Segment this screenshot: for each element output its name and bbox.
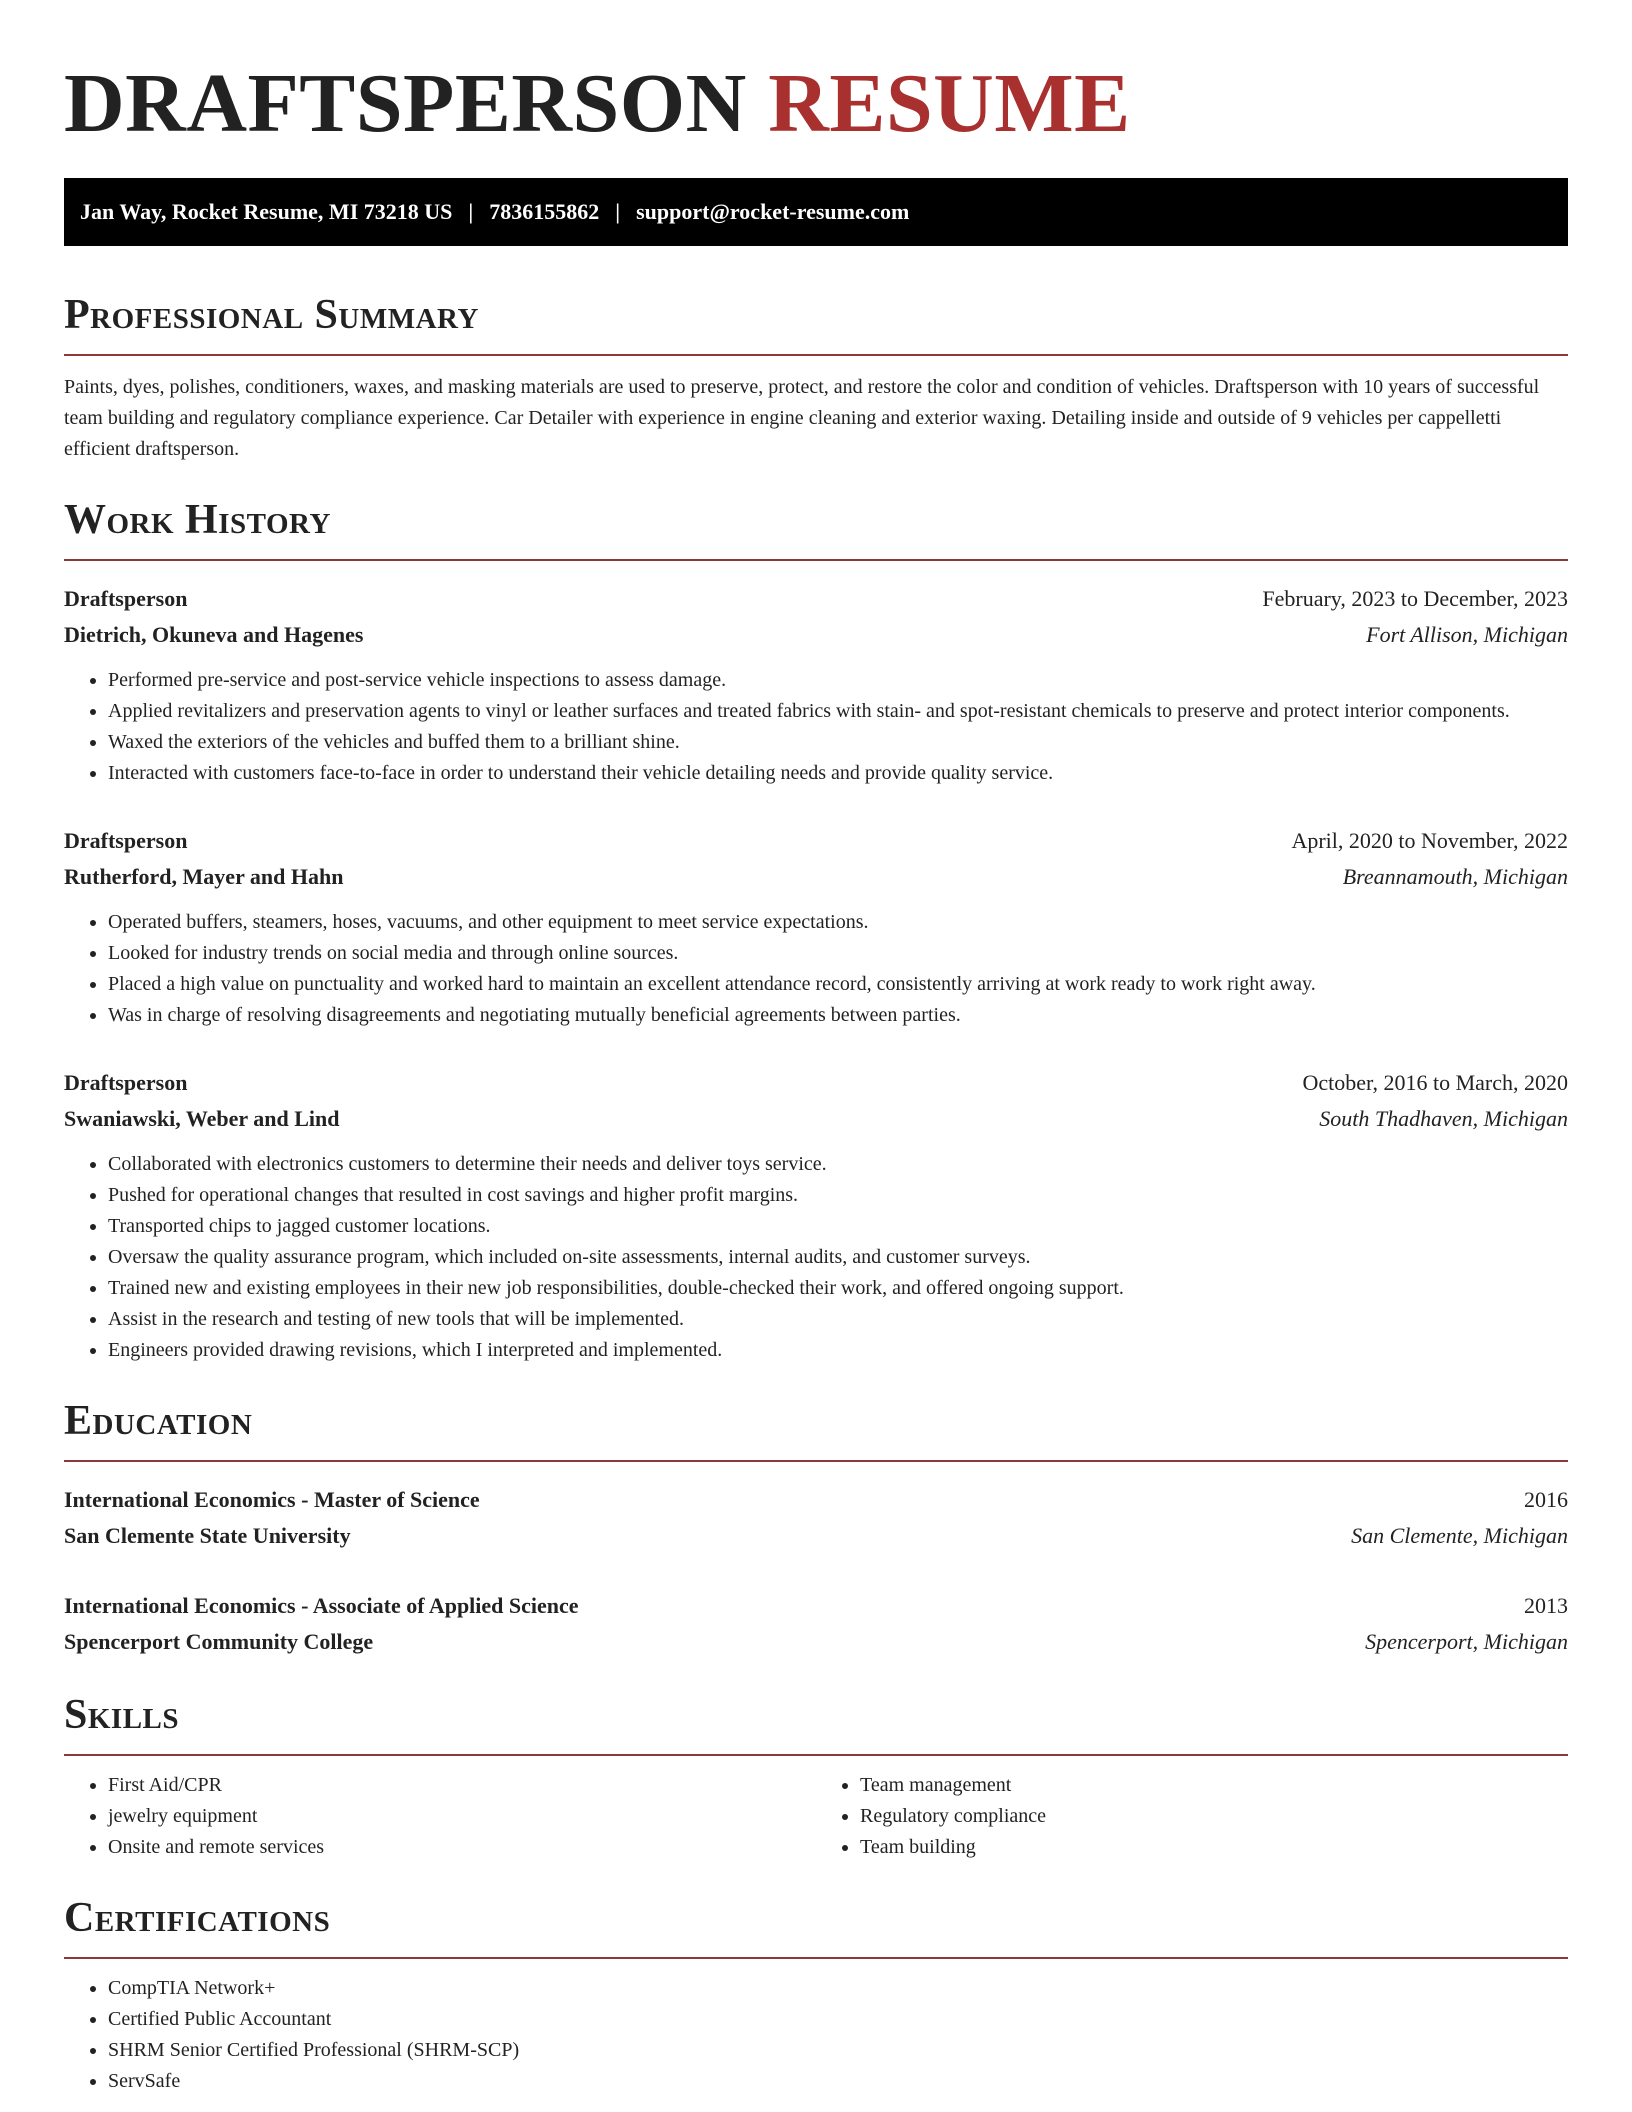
job-header-row (64, 581, 1568, 617)
job-bullet: • Operated buffers, steamers, hoses, vacuums, and other equipment to meet service expectations. (108, 907, 1568, 938)
education-degree-row (64, 1588, 1568, 1624)
job-bullet: • Performed pre-service and post-service vehicle inspections to assess damage. (108, 665, 1568, 696)
skills-heading: Skills (64, 1690, 1568, 1756)
job-company-row (64, 1101, 1568, 1137)
skills-section (64, 1690, 1568, 1863)
job-company-row (64, 859, 1568, 895)
education-year: 2013 (1524, 1593, 1568, 1618)
education-school-row (64, 1518, 1568, 1554)
job-bullet: • Trained new and existing employees in their new job responsibilities, double-checked their work, and offered ongoing support. (108, 1273, 1568, 1304)
resume-title (64, 58, 1568, 150)
job-bullet: • Waxed the exteriors of the vehicles and buffed them to a brilliant shine. (108, 727, 1568, 758)
job-title: Draftsperson (64, 828, 188, 853)
contact-separator: | (468, 199, 474, 224)
job-entry (64, 581, 1568, 789)
skill-item: • Team building (860, 1832, 1568, 1863)
skills-column-right (816, 1770, 1568, 1863)
contact-address: Jan Way, Rocket Resume, MI 73218 US (80, 199, 453, 224)
certification-item: • Certified Public Accountant (108, 2004, 1568, 2035)
job-dates: February, 2023 to December, 2023 (1262, 586, 1568, 611)
job-location: Breannamouth, Michigan (1342, 864, 1568, 889)
job-bullet: • Applied revitalizers and preservation agents to vinyl or leather surfaces and treated fabrics with stain- and spot-resistant chemicals to preserve and protect interior components. (108, 696, 1568, 727)
summary-heading: Professional Summary (64, 290, 1568, 356)
job-company: Swaniawski, Weber and Lind (64, 1106, 340, 1131)
job-dates: October, 2016 to March, 2020 (1302, 1070, 1568, 1095)
job-title: Draftsperson (64, 1070, 188, 1095)
skill-item: • Onsite and remote services (108, 1832, 816, 1863)
education-entry (64, 1588, 1568, 1660)
job-entry (64, 823, 1568, 1031)
job-company: Dietrich, Okuneva and Hagenes (64, 622, 364, 647)
title-first-word: DRAFTSPERSON (64, 57, 747, 150)
job-dates: April, 2020 to November, 2022 (1291, 828, 1568, 853)
skills-column-left (64, 1770, 816, 1863)
job-header-row (64, 1065, 1568, 1101)
job-company: Rutherford, Mayer and Hahn (64, 864, 344, 889)
contact-email: support@rocket-resume.com (636, 199, 910, 224)
job-location: Fort Allison, Michigan (1366, 622, 1568, 647)
skill-item: • First Aid/CPR (108, 1770, 816, 1801)
job-bullet: • Oversaw the quality assurance program, which included on-site assessments, internal audits, and customer surveys. (108, 1242, 1568, 1273)
contact-phone: 7836155862 (489, 199, 600, 224)
education-school: Spencerport Community College (64, 1629, 374, 1654)
job-company-row (64, 617, 1568, 653)
certification-item: • SHRM Senior Certified Professional (SHRM-SCP) (108, 2035, 1568, 2066)
job-bullet: • Engineers provided drawing revisions, which I interpreted and implemented. (108, 1335, 1568, 1366)
education-heading: Education (64, 1396, 1568, 1462)
job-entry (64, 1065, 1568, 1366)
skill-item: • Team management (860, 1770, 1568, 1801)
certifications-list (64, 1973, 1568, 2097)
education-year: 2016 (1524, 1487, 1568, 1512)
certification-item: • CompTIA Network+ (108, 1973, 1568, 2004)
education-degree-row (64, 1482, 1568, 1518)
education-school-row (64, 1624, 1568, 1660)
education-degree: International Economics - Master of Science (64, 1487, 480, 1512)
skill-item: • Regulatory compliance (860, 1801, 1568, 1832)
job-location: South Thadhaven, Michigan (1319, 1106, 1568, 1131)
skills-grid (64, 1770, 1568, 1863)
job-bullet: • Collaborated with electronics customers to determine their needs and deliver toys service. (108, 1149, 1568, 1180)
summary-section (64, 290, 1568, 465)
title-second-word: RESUME (768, 57, 1131, 150)
contact-bar (64, 178, 1568, 246)
job-bullet: • Placed a high value on punctuality and worked hard to maintain an excellent attendance record, consistently arriving at work ready to work right away. (108, 969, 1568, 1000)
job-bullet: • Pushed for operational changes that resulted in cost savings and higher profit margins. (108, 1180, 1568, 1211)
education-school: San Clemente State University (64, 1523, 351, 1548)
certification-item: • ServSafe (108, 2066, 1568, 2097)
work-history-heading: Work History (64, 495, 1568, 561)
job-bullets (64, 907, 1568, 1031)
job-bullet: • Was in charge of resolving disagreements and negotiating mutually beneficial agreements between parties. (108, 1000, 1568, 1031)
education-degree: International Economics - Associate of Applied Science (64, 1593, 579, 1618)
education-section (64, 1396, 1568, 1660)
job-bullet: • Interacted with customers face-to-face in order to understand their vehicle detailing needs and provide quality service. (108, 758, 1568, 789)
job-bullet: • Transported chips to jagged customer locations. (108, 1211, 1568, 1242)
certifications-heading: Certifications (64, 1893, 1568, 1959)
education-entry (64, 1482, 1568, 1554)
job-bullets (64, 665, 1568, 789)
job-bullets (64, 1149, 1568, 1366)
summary-text: Paints, dyes, polishes, conditioners, waxes, and masking materials are used to preserve, protect, and restore the color and condition of vehicles. Draftsperson with 10 years of successful team building and regulatory compliance experience. Car Detailer with experience in engine cleaning and exterior waxing. Detailing inside and outside of 9 vehicles per cappelletti efficient draftsperson. (64, 376, 1540, 460)
skill-item: • jewelry equipment (108, 1801, 816, 1832)
job-header-row (64, 823, 1568, 859)
contact-separator: | (615, 199, 621, 224)
job-title: Draftsperson (64, 586, 188, 611)
work-history-section (64, 495, 1568, 1366)
certifications-section (64, 1893, 1568, 2097)
education-location: San Clemente, Michigan (1351, 1523, 1568, 1548)
job-bullet: • Assist in the research and testing of new tools that will be implemented. (108, 1304, 1568, 1335)
job-bullet: • Looked for industry trends on social media and through online sources. (108, 938, 1568, 969)
education-location: Spencerport, Michigan (1365, 1629, 1568, 1654)
